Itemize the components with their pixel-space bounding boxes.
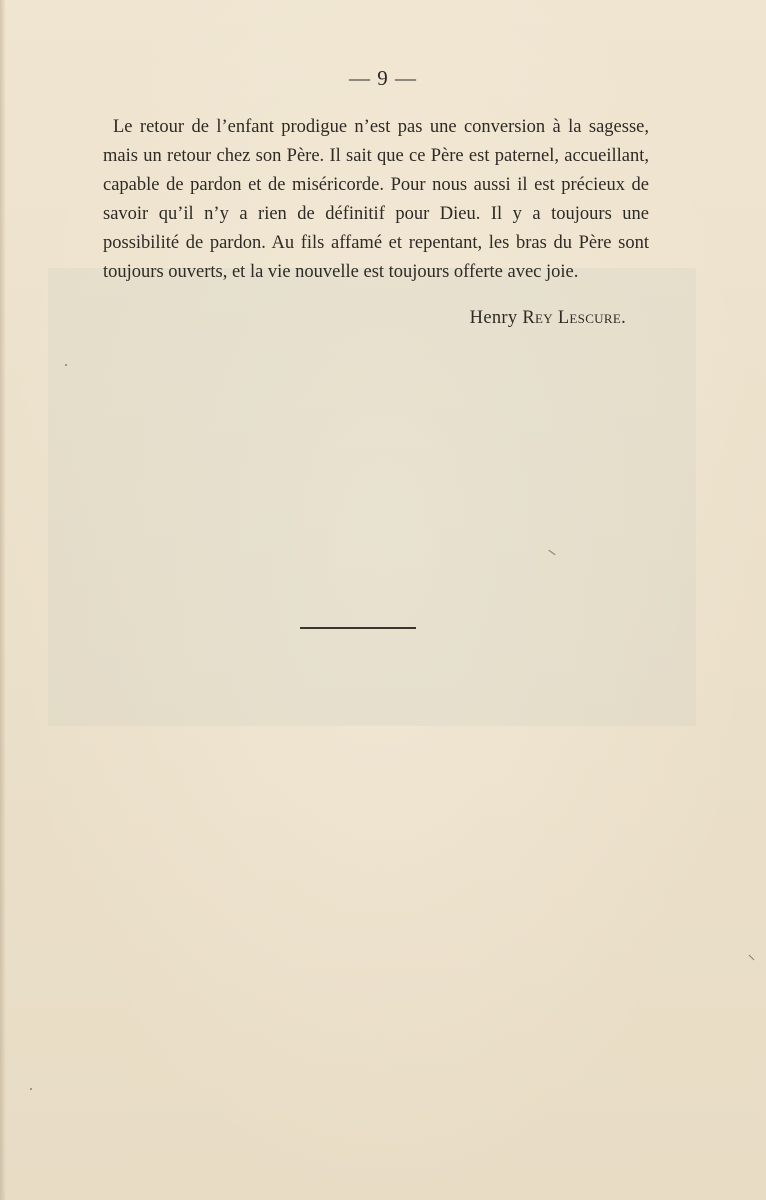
author-surname: Rey Lescure. <box>522 308 626 328</box>
author-first-name: Henry <box>469 308 518 328</box>
paper-speck <box>65 364 67 366</box>
section-divider-rule <box>300 627 416 629</box>
paper-speck <box>749 955 755 961</box>
page-number: — 9 — <box>349 66 417 90</box>
page-edge-shadow <box>0 0 6 1200</box>
body-paragraph: Le retour de l’enfant prodigue n’est pas une conversion à la sagesse, mais un retour chez son Père. Il sait que ce Père est paternel, accueillant, capable de pardon et de miséricorde. Pour nous aussi il est précieux de savoir qu’il n’y a rien de définitif pour Dieu. Il y a toujours une possibilité de pardon. Au fils affamé et repentant, les bras du Père sont toujours ouverts, et la vie nouvelle est toujours offerte avec joie. <box>103 117 649 282</box>
paper-speck <box>30 1088 32 1090</box>
author-signature <box>470 308 626 329</box>
show-through-area <box>48 268 696 726</box>
